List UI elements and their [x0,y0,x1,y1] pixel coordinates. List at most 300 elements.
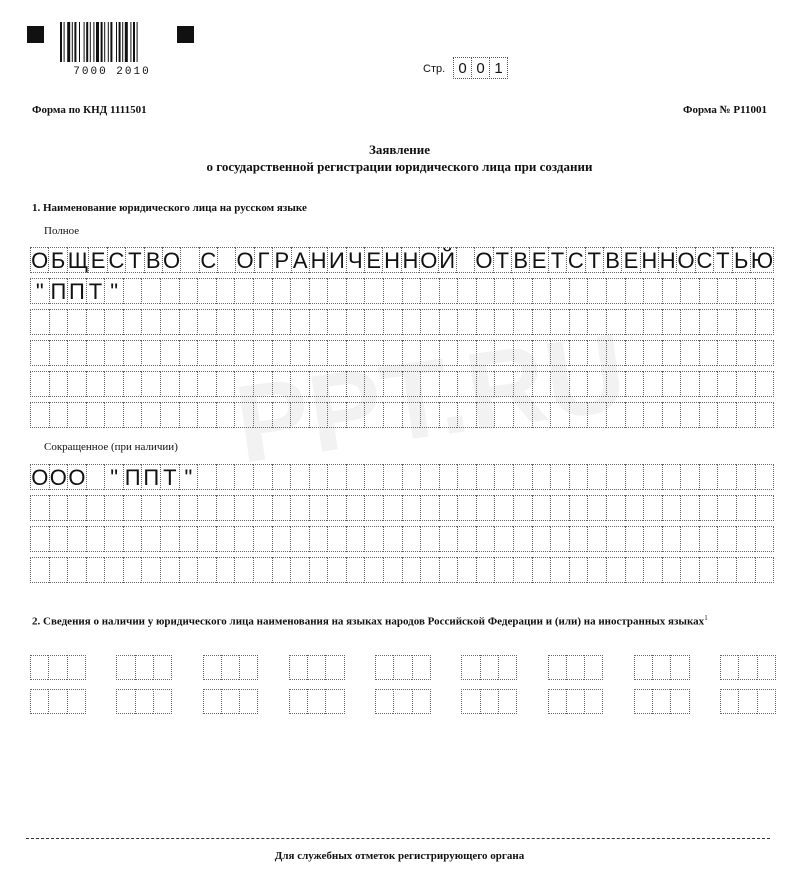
char-cell[interactable] [141,526,160,552]
char-cell[interactable] [652,689,670,714]
char-cell[interactable] [123,557,142,583]
char-cell[interactable] [736,371,755,397]
char-cell[interactable] [532,309,551,335]
char-cell[interactable] [643,371,662,397]
char-cell[interactable]: Н [384,248,400,273]
char-cell[interactable] [494,402,513,428]
char-cell[interactable] [550,557,569,583]
char-cell[interactable] [153,689,172,714]
char-cell[interactable] [104,340,123,366]
char-cell[interactable] [606,526,625,552]
char-cell[interactable] [532,526,551,552]
char-cell[interactable] [457,340,476,366]
char-cell[interactable] [736,340,755,366]
char-cell[interactable] [717,464,736,490]
char-cell[interactable] [179,340,198,366]
char-cell[interactable] [48,655,66,680]
char-cell[interactable] [364,371,383,397]
char-cell[interactable] [717,495,736,521]
char-cell[interactable] [104,495,123,521]
char-cell[interactable] [234,340,253,366]
char-cell[interactable] [234,464,253,490]
char-cell[interactable] [104,557,123,583]
char-cell[interactable] [717,557,736,583]
char-cell[interactable] [680,278,699,304]
char-cell[interactable] [584,655,603,680]
char-cell[interactable] [272,557,291,583]
char-cell[interactable] [346,278,365,304]
char-cell[interactable] [476,371,495,397]
char-cell[interactable] [587,340,606,366]
char-cell[interactable] [662,309,681,335]
char-cell[interactable] [569,495,588,521]
char-cell[interactable] [513,402,532,428]
char-cell[interactable] [197,557,216,583]
language-code-box[interactable] [30,689,86,714]
char-cell[interactable] [720,655,738,680]
char-cell[interactable] [569,526,588,552]
char-cell[interactable] [755,402,775,428]
char-cell[interactable] [309,309,328,335]
char-cell[interactable] [153,655,172,680]
char-cell[interactable] [160,495,179,521]
char-cell[interactable] [476,495,495,521]
char-cell[interactable]: О [68,465,86,490]
char-cell[interactable] [216,557,235,583]
char-cell[interactable] [662,495,681,521]
char-cell[interactable] [30,557,49,583]
char-cell[interactable] [253,340,272,366]
char-cell[interactable] [587,278,606,304]
char-cell[interactable] [346,309,365,335]
char-cell[interactable] [494,340,513,366]
char-cell[interactable] [234,495,253,521]
char-cell[interactable] [625,278,644,304]
char-cell[interactable] [755,464,775,490]
page-digit[interactable]: 0 [453,57,472,79]
char-cell[interactable]: О [420,248,438,273]
char-cell[interactable] [104,402,123,428]
char-cell[interactable] [625,371,644,397]
char-cell[interactable] [141,402,160,428]
char-cell[interactable]: Ь [732,247,750,273]
char-cell[interactable]: " [104,278,123,304]
char-cell[interactable] [179,402,198,428]
char-cell[interactable] [327,340,346,366]
char-cell[interactable] [513,495,532,521]
char-cell[interactable]: В [511,247,529,273]
char-cell[interactable] [439,371,458,397]
char-cell[interactable] [699,495,718,521]
char-cell[interactable] [420,278,439,304]
char-cell[interactable] [439,464,458,490]
char-cell[interactable] [327,557,346,583]
char-cell[interactable] [141,340,160,366]
char-cell[interactable] [680,526,699,552]
char-cell[interactable]: Й [439,248,456,273]
char-cell[interactable] [550,526,569,552]
char-cell[interactable] [587,371,606,397]
char-cell[interactable] [402,309,421,335]
char-cell[interactable] [498,655,517,680]
char-cell[interactable] [272,371,291,397]
char-cell[interactable] [309,526,328,552]
char-cell[interactable] [643,278,662,304]
char-cell[interactable]: П [69,279,85,304]
char-cell[interactable] [48,689,66,714]
char-cell[interactable] [364,402,383,428]
char-cell[interactable] [569,464,588,490]
char-cell[interactable] [309,557,328,583]
char-cell[interactable]: Н [641,248,658,273]
char-cell[interactable] [160,557,179,583]
char-cell[interactable] [457,278,476,304]
char-cell[interactable] [699,557,718,583]
char-cell[interactable] [179,309,198,335]
char-cell[interactable] [290,371,309,397]
char-cell[interactable] [179,371,198,397]
char-cell[interactable] [757,689,776,714]
char-cell[interactable] [625,402,644,428]
char-cell[interactable] [420,557,439,583]
char-cell[interactable] [550,402,569,428]
language-code-box[interactable] [461,655,517,680]
char-cell[interactable] [439,402,458,428]
char-cell[interactable] [587,526,606,552]
char-cell[interactable] [662,402,681,428]
char-cell[interactable] [346,557,365,583]
char-cell[interactable] [49,309,68,335]
char-cell[interactable] [216,402,235,428]
char-cell[interactable] [49,495,68,521]
char-cell[interactable] [160,340,179,366]
char-cell[interactable] [86,557,105,583]
char-cell[interactable] [755,557,775,583]
char-cell[interactable] [179,557,198,583]
char-cell[interactable] [67,340,86,366]
char-cell[interactable] [457,309,476,335]
char-cell[interactable] [412,689,431,714]
char-cell[interactable] [420,464,439,490]
char-cell[interactable] [49,371,68,397]
language-code-box[interactable] [634,689,690,714]
char-cell[interactable] [30,309,49,335]
char-cell[interactable] [216,309,235,335]
char-cell[interactable] [364,495,383,521]
char-cell[interactable]: О [236,248,254,273]
char-cell[interactable] [123,526,142,552]
char-cell[interactable] [680,495,699,521]
language-code-box[interactable] [461,689,517,714]
char-cell[interactable] [217,247,235,273]
char-cell[interactable] [680,464,699,490]
char-cell[interactable] [346,371,365,397]
char-cell[interactable] [30,495,49,521]
char-cell[interactable] [346,526,365,552]
char-cell[interactable] [141,278,160,304]
char-cell[interactable]: С [567,248,584,273]
char-cell[interactable]: О [475,248,493,273]
char-cell[interactable] [717,340,736,366]
char-cell[interactable] [49,402,68,428]
language-code-box[interactable] [720,655,776,680]
char-cell[interactable] [457,557,476,583]
char-cell[interactable] [420,340,439,366]
char-cell[interactable] [494,464,513,490]
char-cell[interactable] [625,526,644,552]
char-cell[interactable]: О [49,465,67,490]
char-cell[interactable] [197,464,216,490]
char-cell[interactable] [402,526,421,552]
char-cell[interactable]: С [108,248,125,273]
char-cell[interactable] [457,526,476,552]
char-cell[interactable]: П [124,465,141,490]
char-cell[interactable] [364,278,383,304]
char-cell[interactable] [550,278,569,304]
char-cell[interactable] [662,278,681,304]
char-cell[interactable] [160,278,179,304]
char-cell[interactable] [253,309,272,335]
char-cell[interactable] [634,655,652,680]
char-cell[interactable]: " [104,464,123,490]
char-cell[interactable] [290,309,309,335]
char-cell[interactable] [375,689,393,714]
char-cell[interactable] [738,655,756,680]
char-cell[interactable] [680,309,699,335]
char-cell[interactable] [643,495,662,521]
char-cell[interactable] [393,689,411,714]
char-cell[interactable]: И [329,248,345,273]
char-cell[interactable] [30,371,49,397]
char-cell[interactable] [412,655,431,680]
char-cell[interactable] [569,557,588,583]
char-cell[interactable] [327,402,346,428]
char-cell[interactable]: Щ [67,248,89,273]
char-cell[interactable] [179,495,198,521]
char-cell[interactable] [717,371,736,397]
char-cell[interactable]: Ч [346,247,364,273]
char-cell[interactable] [457,495,476,521]
char-cell[interactable] [439,340,458,366]
char-cell[interactable] [606,278,625,304]
char-cell[interactable] [30,526,49,552]
char-cell[interactable] [755,340,775,366]
char-cell[interactable] [327,371,346,397]
char-cell[interactable] [662,557,681,583]
char-cell[interactable] [272,402,291,428]
char-cell[interactable] [513,278,532,304]
char-cell[interactable] [494,309,513,335]
language-code-box[interactable] [289,689,345,714]
char-cell[interactable] [494,526,513,552]
char-cell[interactable] [239,655,258,680]
char-cell[interactable]: Т [493,247,511,273]
char-cell[interactable] [49,526,68,552]
language-code-box[interactable] [548,655,604,680]
char-cell[interactable] [420,371,439,397]
char-cell[interactable] [402,278,421,304]
char-cell[interactable] [123,340,142,366]
char-cell[interactable] [699,371,718,397]
char-cell[interactable] [643,526,662,552]
char-cell[interactable] [234,371,253,397]
char-cell[interactable] [364,557,383,583]
char-cell[interactable] [86,340,105,366]
char-cell[interactable] [86,464,105,490]
char-cell[interactable] [532,495,551,521]
char-cell[interactable] [439,526,458,552]
char-cell[interactable] [141,495,160,521]
char-cell[interactable] [123,495,142,521]
char-cell[interactable] [123,309,142,335]
char-cell[interactable] [699,278,718,304]
char-cell[interactable] [736,278,755,304]
char-cell[interactable] [699,309,718,335]
char-cell[interactable] [625,340,644,366]
char-cell[interactable] [402,495,421,521]
char-cell[interactable] [272,526,291,552]
char-cell[interactable] [634,689,652,714]
char-cell[interactable] [420,526,439,552]
char-cell[interactable]: Т [585,247,603,273]
char-cell[interactable] [587,557,606,583]
char-cell[interactable] [643,340,662,366]
char-cell[interactable] [662,526,681,552]
char-cell[interactable] [197,309,216,335]
char-cell[interactable]: О [31,465,49,490]
char-cell[interactable] [513,371,532,397]
char-cell[interactable] [439,278,458,304]
char-cell[interactable] [699,402,718,428]
char-cell[interactable] [179,526,198,552]
char-cell[interactable] [290,526,309,552]
char-cell[interactable] [135,689,153,714]
char-cell[interactable]: В [144,247,162,273]
char-cell[interactable] [532,340,551,366]
char-cell[interactable] [513,464,532,490]
char-cell[interactable] [160,526,179,552]
char-cell[interactable] [197,278,216,304]
char-cell[interactable] [757,655,776,680]
char-cell[interactable] [476,526,495,552]
char-cell[interactable] [402,402,421,428]
char-cell[interactable] [234,557,253,583]
char-cell[interactable] [346,402,365,428]
char-cell[interactable] [203,689,221,714]
char-cell[interactable] [216,464,235,490]
char-cell[interactable] [606,464,625,490]
char-cell[interactable] [86,371,105,397]
char-cell[interactable] [234,278,253,304]
char-cell[interactable] [662,464,681,490]
char-cell[interactable] [532,464,551,490]
char-cell[interactable] [253,278,272,304]
char-cell[interactable] [699,340,718,366]
language-code-box[interactable] [375,655,431,680]
language-code-box[interactable] [548,689,604,714]
char-cell[interactable] [116,689,134,714]
char-cell[interactable] [197,495,216,521]
char-cell[interactable] [67,309,86,335]
char-cell[interactable] [476,309,495,335]
char-cell[interactable]: Н [402,248,419,273]
char-cell[interactable] [309,464,328,490]
char-cell[interactable] [290,278,309,304]
char-cell[interactable]: О [677,248,695,273]
page-digit[interactable]: 1 [489,57,508,79]
char-cell[interactable] [606,371,625,397]
char-cell[interactable]: А [291,247,309,273]
char-cell[interactable]: Т [713,247,731,273]
char-cell[interactable] [383,340,402,366]
char-cell[interactable] [160,402,179,428]
char-cell[interactable] [550,340,569,366]
char-cell[interactable] [461,655,479,680]
char-cell[interactable] [550,464,569,490]
char-cell[interactable]: Н [659,248,676,273]
char-cell[interactable] [717,526,736,552]
char-cell[interactable] [393,655,411,680]
char-cell[interactable] [346,340,365,366]
char-cell[interactable] [680,557,699,583]
char-cell[interactable] [327,526,346,552]
char-cell[interactable] [160,371,179,397]
char-cell[interactable] [234,309,253,335]
char-cell[interactable] [643,402,662,428]
char-cell[interactable] [49,340,68,366]
char-cell[interactable]: Н [310,248,327,273]
char-cell[interactable] [67,402,86,428]
char-cell[interactable]: Г [254,247,272,273]
char-cell[interactable] [364,526,383,552]
char-cell[interactable] [738,689,756,714]
char-cell[interactable] [67,557,86,583]
char-cell[interactable]: Т [548,247,566,273]
char-cell[interactable] [104,526,123,552]
char-cell[interactable] [290,340,309,366]
char-cell[interactable] [67,655,86,680]
char-cell[interactable] [307,689,325,714]
char-cell[interactable]: " [179,464,198,490]
char-cell[interactable] [643,309,662,335]
char-cell[interactable] [680,402,699,428]
char-cell[interactable] [625,309,644,335]
char-cell[interactable] [662,340,681,366]
char-cell[interactable] [402,371,421,397]
char-cell[interactable] [569,402,588,428]
char-cell[interactable]: О [31,248,49,273]
char-cell[interactable] [569,309,588,335]
char-cell[interactable] [476,278,495,304]
char-cell[interactable] [67,371,86,397]
char-cell[interactable] [480,689,498,714]
char-cell[interactable] [375,655,393,680]
char-cell[interactable] [717,402,736,428]
char-cell[interactable] [457,464,476,490]
char-cell[interactable] [606,495,625,521]
char-cell[interactable] [699,464,718,490]
char-cell[interactable] [736,309,755,335]
char-cell[interactable] [587,402,606,428]
char-cell[interactable] [307,655,325,680]
char-cell[interactable] [234,526,253,552]
char-cell[interactable] [197,402,216,428]
language-code-box[interactable] [720,689,776,714]
char-cell[interactable]: " [30,278,49,304]
char-cell[interactable] [309,278,328,304]
char-cell[interactable]: Е [88,247,106,273]
char-cell[interactable] [457,371,476,397]
